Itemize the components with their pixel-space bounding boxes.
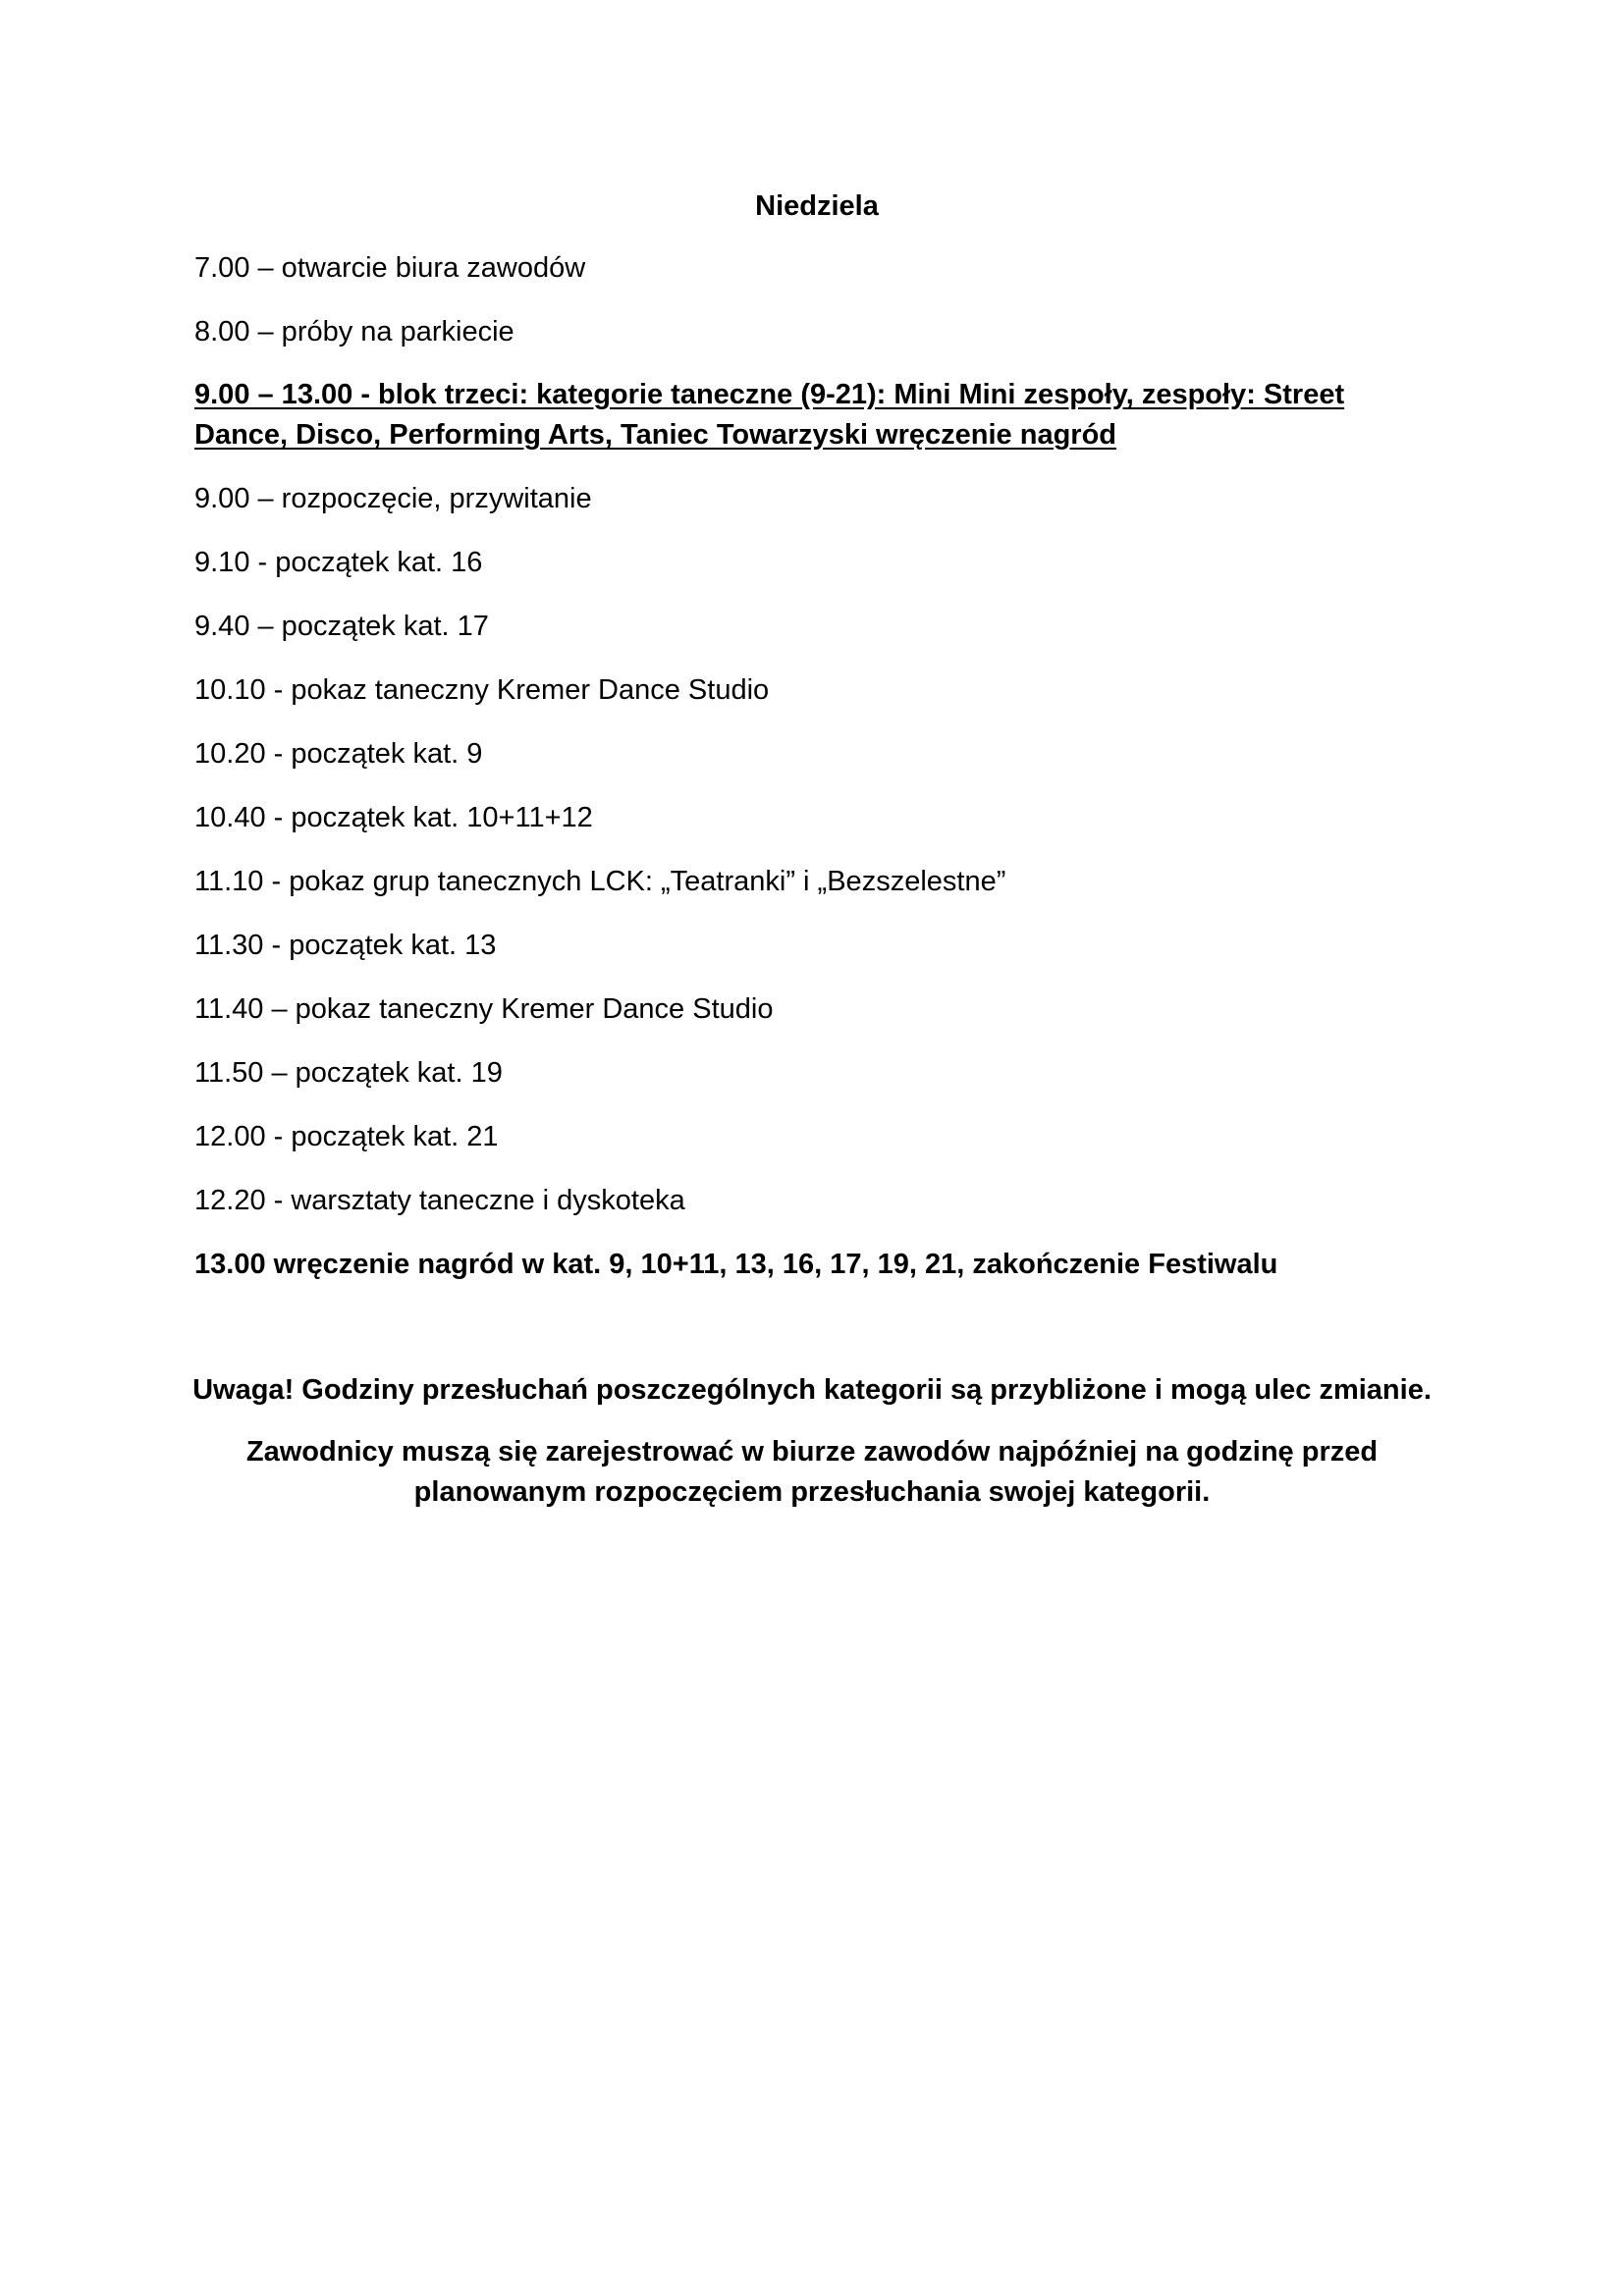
schedule-item: 12.20 - warsztaty taneczne i dyskoteka xyxy=(194,1185,685,1216)
schedule-item: 12.00 - początek kat. 21 xyxy=(194,1121,499,1152)
schedule-item: 10.40 - początek kat. 10+11+12 xyxy=(194,802,593,833)
schedule-item: 13.00 wręczenie nagród w kat. 9, 10+11, 13, 16, 17, 19, 21, zakończenie Festiwalu xyxy=(194,1249,1278,1280)
schedule-item: 8.00 – próby na parkiecie xyxy=(194,316,514,347)
schedule-item: 9.40 – początek kat. 17 xyxy=(194,611,489,642)
schedule-item: 11.40 – pokaz taneczny Kremer Dance Studio xyxy=(194,993,774,1025)
registration-note: Zawodnicy muszą się zarejestrować w biurze zawodów najpóźniej na godzinę przed planowanym rozpoczęciem przesłuchania swojej kategorii. xyxy=(245,1436,1379,1508)
schedule-item: 9.10 - początek kat. 16 xyxy=(194,547,483,578)
notes-section xyxy=(0,1370,1624,1513)
schedule-item: 11.30 - początek kat. 13 xyxy=(194,930,497,961)
page-title: Niedziela xyxy=(755,190,879,222)
schedule-item: 10.10 - pokaz taneczny Kremer Dance Studio xyxy=(194,674,770,706)
schedule-list xyxy=(194,247,1432,1308)
schedule-item: 11.10 - pokaz grup tanecznych LCK: „Teatranki” i „Bezszelestne” xyxy=(194,866,1006,897)
schedule-item: 9.00 – rozpoczęcie, przywitanie xyxy=(194,483,592,514)
schedule-item: 7.00 – otwarcie biura zawodów xyxy=(194,252,586,284)
schedule-item: 11.50 – początek kat. 19 xyxy=(194,1057,503,1089)
schedule-item: 10.20 - początek kat. 9 xyxy=(194,738,483,770)
schedule-item: 9.00 – 13.00 - blok trzeci: kategorie taneczne (9-21): Mini Mini zespoły, zespoły: Street Dance, Disco, Performing Arts, Taniec Towarzyski wręczenie nagród xyxy=(194,379,1345,451)
warning-note: Uwaga! Godziny przesłuchań poszczególnych kategorii są przybliżone i mogą ulec zmianie. xyxy=(192,1374,1432,1406)
